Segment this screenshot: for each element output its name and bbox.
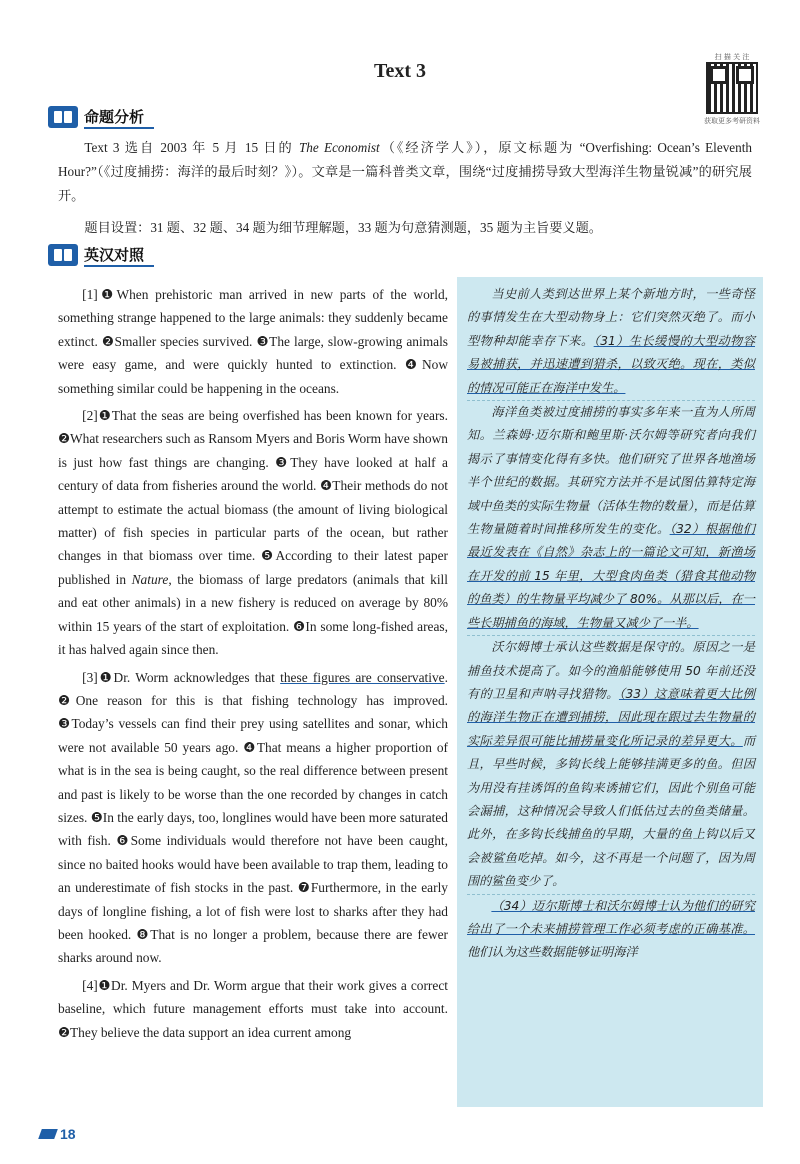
page-title: Text 3 bbox=[373, 60, 427, 82]
source-title: The Economist bbox=[298, 140, 380, 155]
section-header-analysis bbox=[48, 104, 154, 130]
qr-code-icon bbox=[706, 62, 758, 114]
english-paragraph-4: [4]❶Dr. Myers and Dr. Worm argue that their work gives a correct baseline, which future management efforts must take into account. ❷They believe the data support an idea current among bbox=[58, 977, 448, 1040]
section-header-bilingual bbox=[48, 242, 154, 268]
english-paragraph-1: [1]❶When prehistoric man arrived in new parts of the world, something strange happened to the large animals: they suddenly became extinct. ❷Smaller species survived. ❸The large, slow-growing animals were easy game, and were quickly hunted to extinction. ❹Now something similar could be happening in the oceans. bbox=[58, 287, 448, 396]
chinese-paragraph-1: 当史前人类到达世界上某个新地方时，一些奇怪的事情发生在大型动物身上：它们突然灭绝了。而小型物种却能幸存下来。（31）生长缓慢的大型动物容易被捕获，并迅速遭到猎杀，以致灭绝。现在，类似的情况可能正在海洋中发生。 bbox=[467, 287, 756, 395]
english-column bbox=[58, 283, 448, 1044]
chinese-paragraph-2: 海洋鱼类被过度捕捞的事实多年来一直为人所周知。兰森姆·迈尔斯和鲍里斯·沃尔姆等研究者向我们揭示了事情变化得有多快。他们研究了世界各地渔场半个世纪的数据。其研究方法并不是试图估算特定海域中鱼类的实际生物量（活体生物的数量），而是估算生物量随着时间推移所发生的变化。（32）根据他们最近发表在《自然》杂志上的一篇论文可知，新渔场在开发的前 15 年里，大型食肉鱼类（猎食其他动物的鱼类）的生物量平均减少了 80%。从那以后，在一些长期捕鱼的海域，生物量又减少了一半。 bbox=[467, 400, 755, 635]
english-paragraph-3: [3]❶Dr. Worm acknowledges that these figures are conservative. ❷One reason for this is that fishing technology has improved. ❸Today’s vessels can find their prey using satellites and sonar, which were not available 50 years ago. ❹That means a higher proportion of what is in the sea is being caught, so the real difference between present and past is likely to be worse than the one recorded by changes in catch sizes. ❺In the early days, too, longlines would have been more saturated with fish. ❻Some individuals would therefore not have been caught, since no baited hooks would have been available to trap them, leading to an underestimate of fish stocks in the past. ❼Furthermore, in the early days of longline fishing, a lot of fish were lost to sharks after they had been hooked. ❽That is no longer a problem, because there are fewer sharks around now. bbox=[58, 669, 448, 966]
section-label: 命题分析 bbox=[84, 106, 154, 129]
question-setup: 题目设置：31 题、32 题、34 题为细节理解题，33 题为句意猜测题，35 题为主旨要义题。 bbox=[84, 220, 602, 235]
english-paragraph-2: [2]❶That the seas are being overfished has been known for years. ❷What researchers such as Ransom Myers and Boris Worm have shown is just how fast things are changing. ❸They have looked at half a century of data from fisheries around the world. ❹Their methods do not attempt to estimate the actual biomass (the amount of living biological matter) of fish species in particular parts of the ocean, but rather changes in that biomass over time. ❺According to their latest paper published in Nature, the biomass of large predators (animals that kill and eat other animals) in a new fishery is reduced on average by 80% within 15 years of the start of exploitation. ❻In some long-fished areas, it has halved again since then. bbox=[58, 408, 448, 658]
page-number: 18 bbox=[40, 1126, 76, 1142]
qr-caption-bottom: 获取更多考研资料 bbox=[704, 117, 760, 125]
chinese-paragraph-3: 沃尔姆博士承认这些数据是保守的。原因之一是捕鱼技术提高了。如今的渔船能够使用 50 年前还没有的卫星和声呐寻找猎物。（33）这意味着更大比例的海洋生物正在遭到捕捞，因此现在跟过去生物量的实际差异很可能比捕捞量变化所记录的差异更大。而且，早些时候，多钩长线上能够挂满更多的鱼。但因为用没有挂诱饵的鱼钩来诱捕它们，因此个别鱼可能会漏捕，这种情况会导致人们低估过去的鱼类储量。此外，在多钩长线捕鱼的早期，大量的鱼上钩以后又会被鲨鱼吃掉。如今，这不再是一个问题了，因为周围的鲨鱼变少了。 bbox=[467, 635, 755, 893]
chinese-translation-column bbox=[457, 277, 763, 1107]
underlined-phrase: these figures are conservative bbox=[280, 669, 445, 685]
intro-text bbox=[58, 136, 752, 240]
intro-paragraph: Text 3 选自 2003 年 5 月 15 日的 The Economist（《经济学人》），原文标题为 “Overfishing: Ocean’s Eleventh Hour?”（《过度捕捞：海洋的最后时刻？》）。文章是一篇科普类文章，围绕“过度捕捞导致大型海洋生物量锐减”的研究展开。 bbox=[58, 140, 752, 203]
chinese-paragraph-4: （34）迈尔斯博士和沃尔姆博士认为他们的研究给出了一个未来捕捞管理工作必须考虑的正确基准。他们认为这些数据能够证明海洋 bbox=[467, 894, 755, 965]
open-book-icon bbox=[48, 106, 78, 128]
qr-caption-top: 扫 描 关 注 bbox=[714, 53, 750, 61]
page-marker-icon bbox=[38, 1129, 58, 1139]
section-label: 英汉对照 bbox=[84, 244, 154, 267]
open-book-icon bbox=[48, 244, 78, 266]
